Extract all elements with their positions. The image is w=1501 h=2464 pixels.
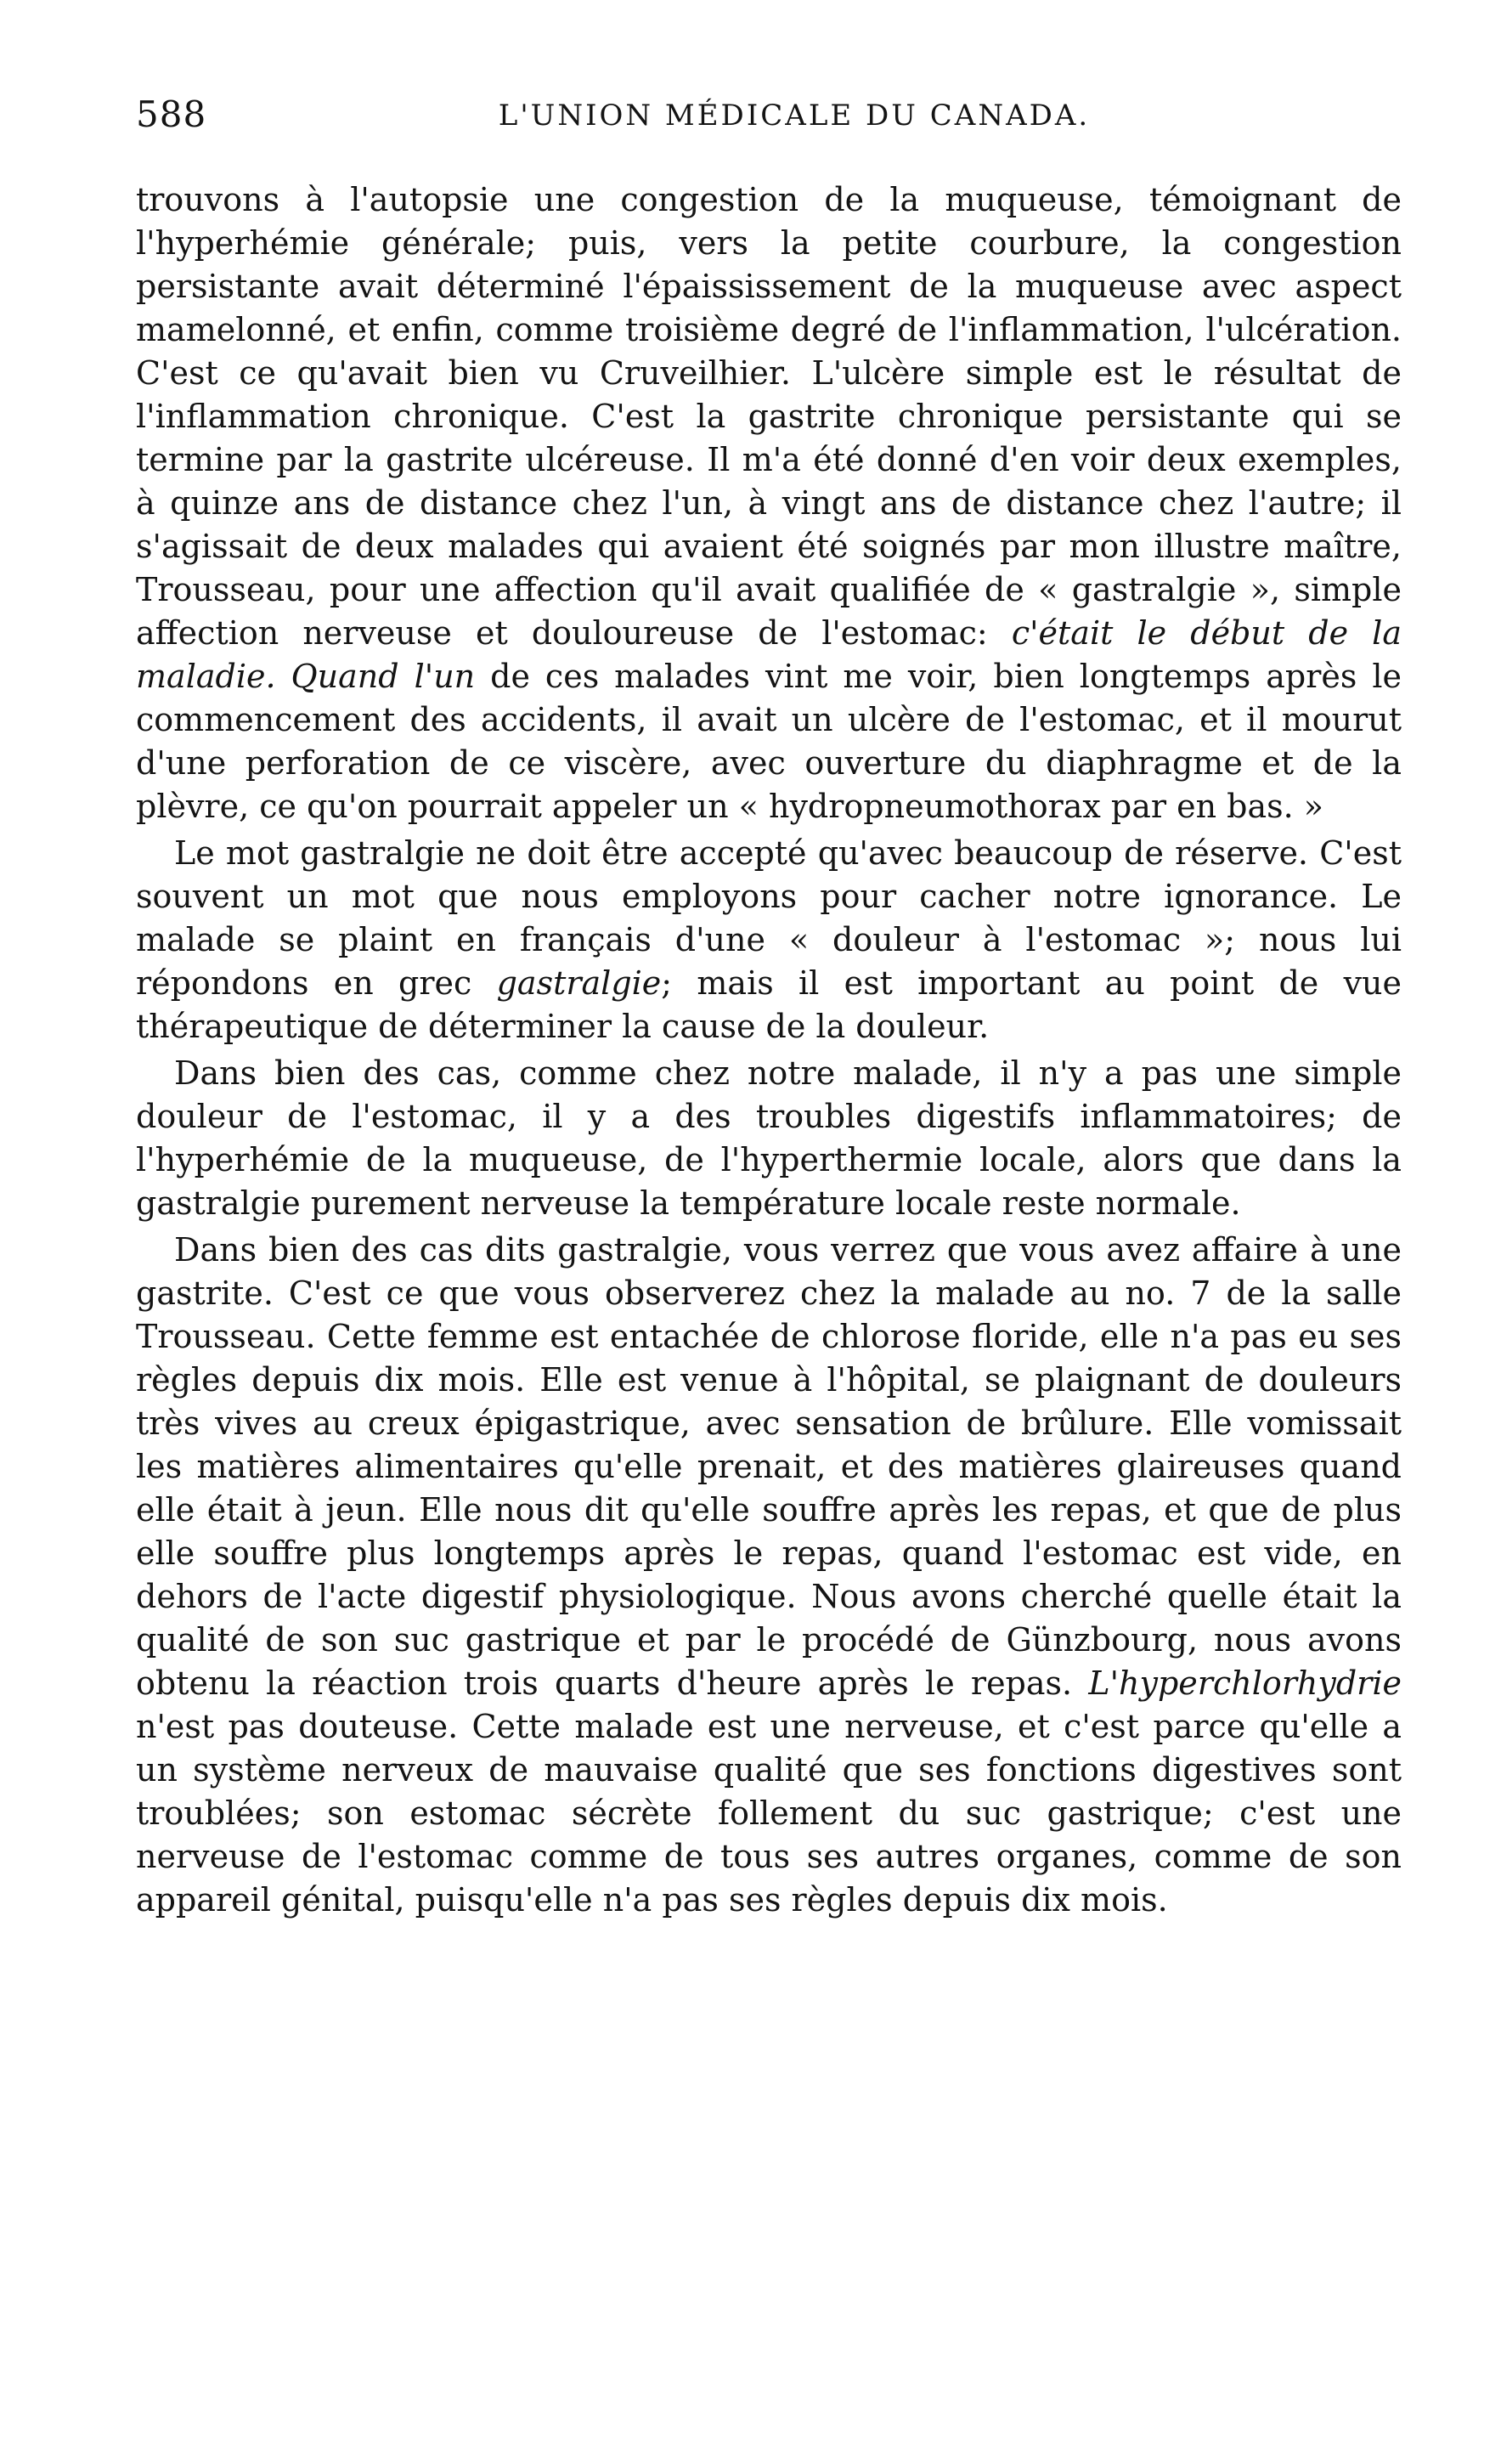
paragraph: Le mot gastralgie ne doit être accepté qu'avec beaucoup de réserve. C'est souvent un mot que nous employons pour cacher notre ignorance. Le malade se plaint en français d'une « douleur à l'estomac »; nous lui répondons en grec gastralgie; mais il est important au point de vue thérapeutique de déterminer la cause de la douleur. (136, 834, 1402, 1045)
italic-term: gastralgie (471, 964, 662, 1002)
page-number: 588 (136, 93, 207, 135)
italic-term: L'hyperchlorhydrie (1072, 1664, 1402, 1702)
body-text (136, 178, 1402, 1922)
page-header (136, 93, 1402, 144)
paragraph: Dans bien des cas, comme chez notre malade, il n'y a pas une simple douleur de l'estomac, il y a des troubles digestifs inflammatoires; de l'hyperhémie de la muqueuse, de l'hyperthermie locale, alors que dans la gastralgie purement nerveuse la température locale reste normale. (136, 1054, 1402, 1222)
running-title: L'UNION MÉDICALE DU CANADA. (498, 99, 1091, 133)
document-page (136, 93, 1402, 2388)
paragraph-continued: trouvons à l'autopsie une congestion de la muqueuse, témoignant de l'hyperhémie générale; puis, vers la petite courbure, la congestion persistante avait déterminé l'épaississement de la muqueuse avec aspect mamelonné, et enfin, comme troisième degré de l'inflammation, l'ulcération. C'est ce qu'avait bien vu Cruveilhier. L'ulcère simple est le résultat de l'inflammation chronique. C'est la gastrite chronique persistante qui se termine par la gastrite ulcéreuse. Il m'a été donné d'en voir deux exemples, à quinze ans de distance chez l'un, à vingt ans de distance chez l'autre; il s'agissait de deux malades qui avaient été soignés par mon illustre maître, Trousseau, pour une affection qu'il avait qualifiée de « gastralgie », simple affection nerveuse et douloureuse de l'estomac: c'était le début de la maladie. Quand l'un de ces malades vint me voir, bien longtemps après le commencement des accidents, il avait un ulcère de l'estomac, et il mourut d'une perforation de ce viscère, avec ouverture du diaphragme et de la plèvre, ce qu'on pourrait appeler un « hydropneumothorax par en bas. » (136, 181, 1402, 825)
paragraph: Dans bien des cas dits gastralgie, vous verrez que vous avez affaire à une gastrite. C'est ce que vous observerez chez la malade au no. 7 de la salle Trousseau. Cette femme est entachée de chlorose floride, elle n'a pas eu ses règles depuis dix mois. Elle est venue à l'hôpital, se plaignant de douleurs très vives au creux épigastrique, avec sensation de brûlure. Elle vomissait les matières alimentaires qu'elle prenait, et des matières glaireuses quand elle était à jeun. Elle nous dit qu'elle souffre après les repas, et que de plus elle souffre plus longtemps après le repas, quand l'estomac est vide, en dehors de l'acte digestif physiologique. Nous avons cherché quelle était la qualité de son suc gastrique et par le procédé de Günzbourg, nous avons obtenu la réaction trois quarts d'heure après le repas. L'hyperchlorhydrie n'est pas douteuse. Cette malade est une nerveuse, et c'est parce qu'elle a un système nerveux de mauvaise qualité que ses fonctions digestives sont troublées; son estomac sécrète follement du suc gastrique; c'est une nerveuse de l'estomac comme de tous ses autres organes, comme de son appareil génital, puisqu'elle n'a pas ses règles depuis dix mois. (136, 1231, 1402, 1919)
italic-phrase: c'était le début de la maladie. Quand l'un (136, 614, 1402, 695)
